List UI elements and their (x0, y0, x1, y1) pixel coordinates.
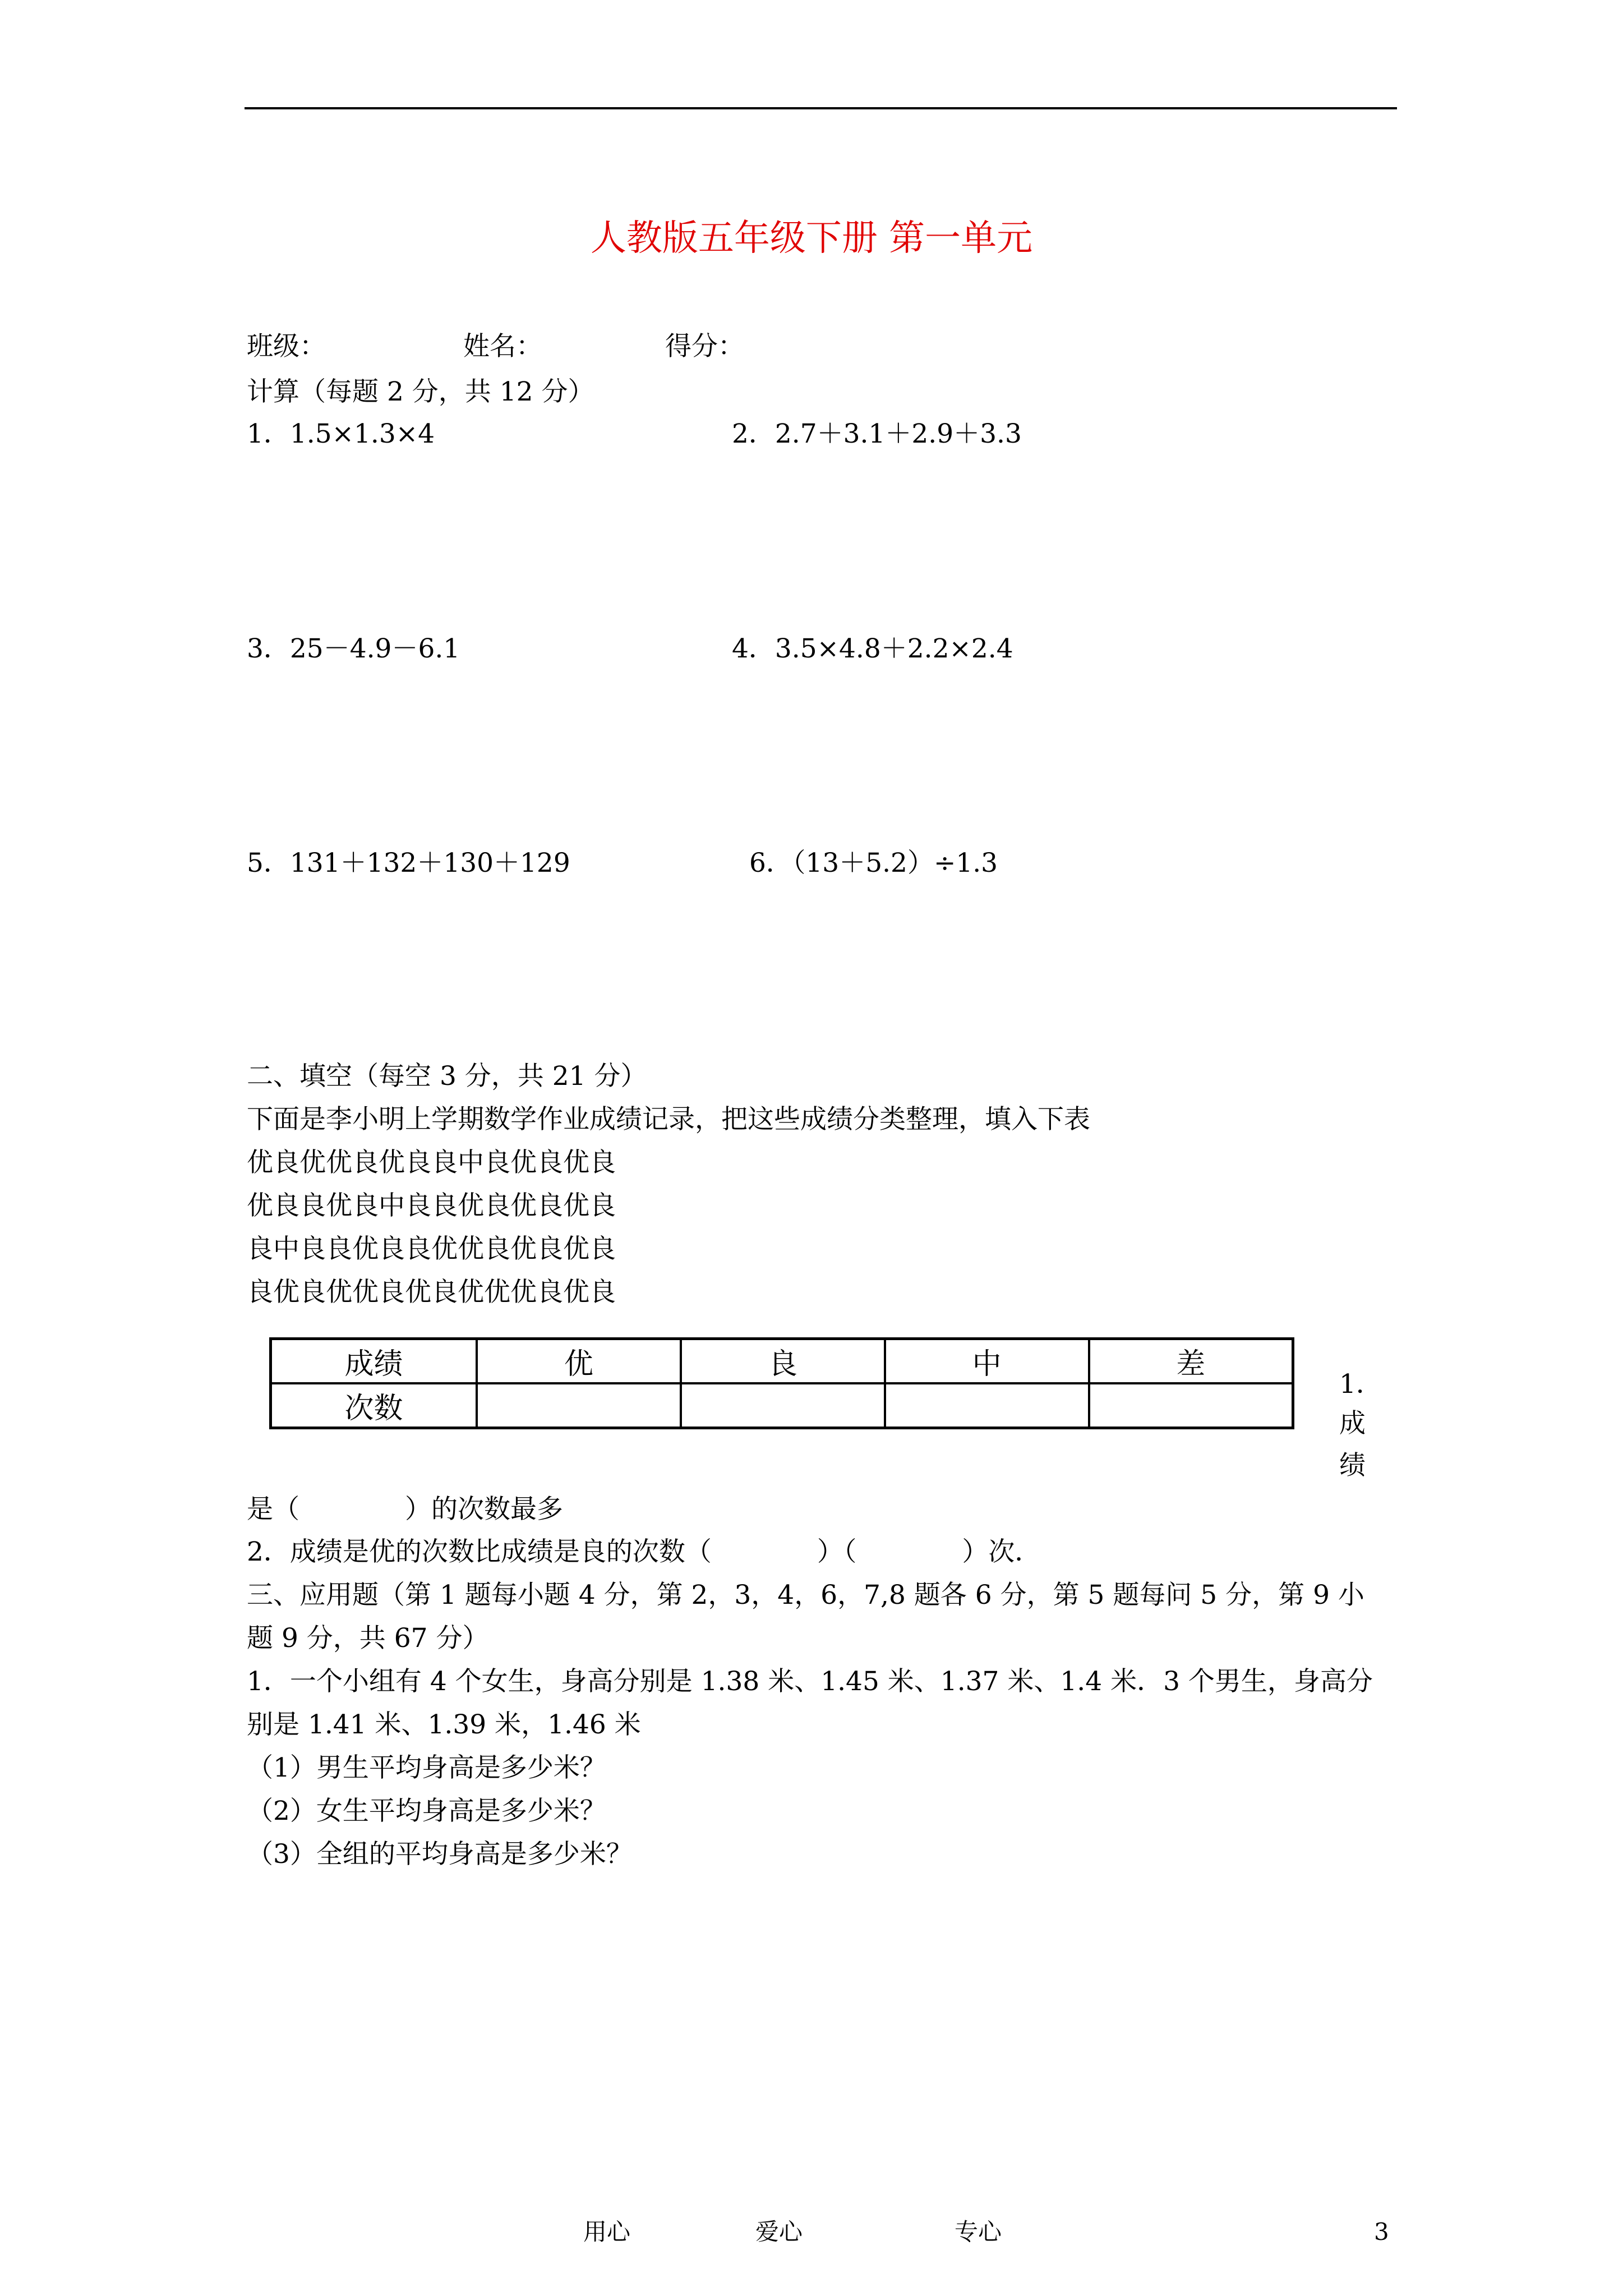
table-row (271, 1339, 1293, 1384)
section1-heading: 计算（每题 2 分，共 12 分） (247, 376, 594, 407)
side-note-char: 绩 (1339, 1450, 1366, 1481)
footer-item: 专心 (955, 2218, 1002, 2246)
section3-heading-line2: 题 9 分，共 67 分） (247, 1623, 489, 1654)
problem-1: 1．1.5×1.3×4 (247, 418, 435, 449)
record-line: 良优良优优良优良优优优良优良 (247, 1277, 616, 1308)
grade-count-table (269, 1337, 1294, 1429)
table-header-cell: 成绩 (271, 1339, 477, 1384)
sub-question: （2）女生平均身高是多少米？ (247, 1796, 606, 1826)
side-note-number: 1． (1339, 1369, 1382, 1400)
table-row-label: 次数 (271, 1383, 477, 1428)
score-label: 得分： (665, 331, 744, 362)
record-line: 良中良良优良良优优良优良优良 (247, 1234, 616, 1264)
section2-heading: 二、填空（每空 3 分，共 21 分） (247, 1061, 647, 1092)
footer-item: 爱心 (755, 2218, 803, 2246)
word-problem-1-line1: 1．一个小组有 4 个女生，身高分别是 1.38 米、1.45 米、1.37 米、1.4 米．3 个男生，身高分 (247, 1666, 1373, 1697)
record-line: 优良良优良中良良优良优良优良 (247, 1190, 616, 1221)
problem-4: 4．3.5×4.8＋2.2×2.4 (732, 633, 1013, 664)
page-number: 3 (1374, 2218, 1389, 2246)
table-header-cell: 差 (1089, 1339, 1293, 1384)
side-note-char: 成 (1339, 1408, 1366, 1439)
problem-2: 2．2.7＋3.1＋2.9＋3.3 (732, 418, 1022, 449)
section2-intro: 下面是李小明上学期数学作业成绩记录，把这些成绩分类整理，填入下表 (247, 1104, 1090, 1135)
page-title: 人教版五年级下册 第一单元 (590, 218, 1033, 259)
header-rule (245, 107, 1397, 109)
sub-question: （3）全组的平均身高是多少米？ (247, 1839, 633, 1870)
problem-3: 3．25－4.9－6.1 (247, 633, 460, 664)
fill-question-1: 是（ ）的次数最多 (247, 1494, 563, 1525)
problem-6: 6．（13＋5.2）÷1.3 (749, 848, 998, 878)
table-header-cell: 优 (477, 1339, 681, 1384)
table-header-cell: 良 (681, 1339, 885, 1384)
fill-question-2: 2．成绩是优的次数比成绩是良的次数（ ）（ ）次． (247, 1536, 1041, 1567)
table-blank-cell[interactable] (681, 1383, 885, 1428)
class-label: 班级： (247, 331, 326, 362)
name-label: 姓名： (463, 331, 542, 362)
table-row (271, 1383, 1293, 1428)
table-header-cell: 中 (885, 1339, 1089, 1384)
table-blank-cell[interactable] (1089, 1383, 1293, 1428)
sub-question: （1）男生平均身高是多少米？ (247, 1752, 606, 1783)
table-blank-cell[interactable] (885, 1383, 1089, 1428)
section3-heading-line1: 三、应用题（第 1 题每小题 4 分，第 2，3，4，6，7,8 题各 6 分，第 5 题每问 5 分，第 9 小 (247, 1580, 1364, 1611)
problem-5: 5．131＋132＋130＋129 (247, 848, 570, 878)
footer-item: 用心 (583, 2218, 631, 2246)
word-problem-1-line2: 别是 1.41 米、1.39 米，1.46 米 (247, 1709, 641, 1740)
record-line: 优良优优良优良良中良优良优良 (247, 1147, 616, 1178)
table-blank-cell[interactable] (477, 1383, 681, 1428)
